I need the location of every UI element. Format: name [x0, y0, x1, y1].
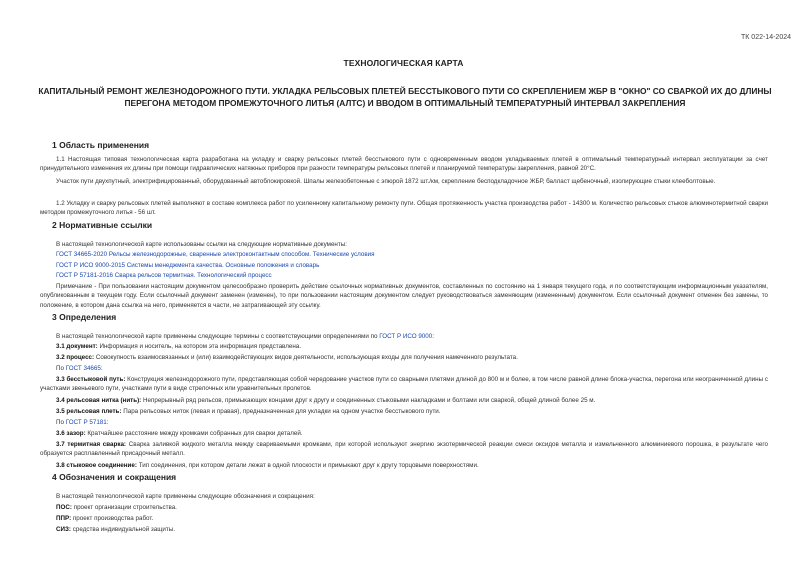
abbreviation: ППР:	[56, 515, 72, 522]
abbreviation-text: проект организации строительства.	[71, 504, 177, 511]
section-1-paragraph-2: Участок пути двухпутный, электрифицированный, оборудованный автоблокировкой. Шпалы железобетонные с эпюрой 1872 шт./км, скрепление бесподкладочное ЖБР, балласт щебеночный, изолирующие стыки клееболтовые.	[56, 178, 716, 185]
definition-text: Информация и носитель, на котором эта информация представлена.	[97, 343, 302, 350]
section-3-intro: В настоящей технологической карте применены следующие термины с соответствующими определениями по ГОСТ Р ИСО 9000:	[56, 333, 434, 340]
abbreviation-text: проект производства работ.	[71, 515, 154, 522]
section-3-heading: 3 Определения	[52, 312, 117, 322]
gost-r-57181-link[interactable]: ГОСТ Р 57181	[65, 419, 107, 426]
section-1-paragraph-3: 1.2 Укладку и сварку рельсовых плетей выполняют в составе комплекса работ по усиленному капитальному ремонту пути. Общая протяженность участка производства работ - 14300 м. Количество рельсовых стыков алюминотермитной сварки методом промежуточного литья - 56 шт.	[40, 200, 768, 217]
section-1-paragraph-1: 1.1 Настоящая типовая технологическая карта разработана на укладку и сварку рельсовых плетей бесстыкового пути с одновременным вводом укладываемых плетей в оптимальный температурный интервал эксплуатации за счет принудительного изменения их длины при помощи гидравлических натяжных приборов при разности температуры рельсовых плетей и планируемой температуры закрепления, равной 20°С.	[40, 156, 768, 173]
gost-34665-link[interactable]: ГОСТ 34665	[65, 365, 101, 372]
term: 3.2 процесс:	[56, 354, 95, 361]
term: 3.3 бесстыковой путь:	[56, 376, 126, 383]
abbreviation-siz	[56, 525, 175, 534]
definition-text: Совокупность взаимосвязанных и (или) взаимодействующих видов деятельности, использующая входы для получения намеченного результата.	[94, 354, 518, 361]
document-number: ТК 022-14-2024	[741, 34, 791, 41]
definition-3-5	[56, 407, 441, 416]
definition-text: Кратчайшее расстояние между кромками собранных для сварки деталей.	[85, 430, 303, 437]
section-1-heading: 1 Область применения	[52, 140, 150, 150]
source-prefix: По	[56, 365, 64, 372]
definition-3-3	[40, 375, 768, 394]
reference-link-3[interactable]: ГОСТ Р 57181-2016 Сварка рельсов термитная. Технологический процесс	[56, 272, 272, 279]
abbreviation-pos	[56, 503, 177, 512]
gost-iso-9000-link[interactable]: ГОСТ Р ИСО 9000	[379, 333, 433, 340]
term: 3.4 рельсовая нитка (нить):	[56, 397, 142, 404]
document-subtitle: КАПИТАЛЬНЫЙ РЕМОНТ ЖЕЛЕЗНОДОРОЖНОГО ПУТИ. УКЛАДКА РЕЛЬСОВЫХ ПЛЕТЕЙ БЕССТЫКОВОГО ПУТИ СО СКРЕПЛЕНИЕМ ЖБР В "ОКНО" СО СВАРКОЙ ИХ ДО ДЛИНЫ ПЕРЕГОНА МЕТОДОМ ПРОМЕЖУТОЧНОГО ЛИТЬЯ (АЛТС) И ВВОДОМ В ОПТИМАЛЬНЫЙ ТЕМПЕРАТУРНЫЙ ИНТЕРВАЛ ЗАКРЕПЛЕНИЯ	[38, 86, 772, 108]
source-line-2: По ГОСТ Р 57181:	[56, 419, 109, 426]
definition-3-4	[56, 396, 595, 405]
definition-3-1	[56, 342, 301, 351]
abbreviation: СИЗ:	[56, 526, 72, 533]
section-4-intro: В настоящей технологической карте применены следующие обозначения и сокращения:	[56, 493, 315, 500]
abbreviation: ПОС:	[56, 504, 72, 511]
definition-3-2	[56, 353, 518, 362]
term: 3.8 стыковое соединение:	[56, 462, 137, 469]
reference-link-2[interactable]: ГОСТ Р ИСО 9000-2015 Системы менеджмента качества. Основные положения и словарь	[56, 262, 320, 269]
term: 3.7 термитная сварка:	[56, 441, 127, 448]
abbreviation-text: средства индивидуальной защиты.	[71, 526, 175, 533]
section-2-intro: В настоящей технологической карте использованы ссылки на следующие нормативные документы:	[56, 241, 347, 248]
section-3-intro-text: В настоящей технологической карте применены следующие термины с соответствующими определениями по	[56, 333, 378, 340]
term: 3.6 зазор:	[56, 430, 86, 437]
definition-text: Сварка заливкой жидкого металла между свариваемыми кромками, при которой используют энергию экзотермической реакции смеси оксидов металла и измельченного алюминиевого порошка, в результате чего образуется расплавленный присадочный металл.	[40, 441, 768, 458]
definition-3-8	[56, 461, 479, 470]
definition-text: Конструкция железнодорожного пути, представляющая собой чередование участков пути со сварными плетями длиной до 800 м и более, в том числе равной длине блока-участка, перегона или неограниченной длины с участками звеньевого пути, участками пути в виде стрелочных или уравнительных пролетов.	[40, 376, 768, 393]
source-prefix: По	[56, 419, 64, 426]
definition-3-6	[56, 429, 303, 438]
definition-3-7	[40, 440, 768, 459]
source-line-1: По ГОСТ 34665:	[56, 365, 103, 372]
page-title: ТЕХНОЛОГИЧЕСКАЯ КАРТА	[343, 58, 464, 68]
definition-text: Тип соединения, при котором детали лежат в одной плоскости и примыкают друг к другу торцовыми поверхностями.	[136, 462, 479, 469]
definition-text: Непрерывный ряд рельсов, примыкающих концами друг к другу и соединенных стыковыми накладками и болтами или сваркой, общей длиной более 25 м.	[141, 397, 596, 404]
section-2-note: Примечание - При пользовании настоящим документом целесообразно проверить действие ссылочных нормативных документов, составленных по состоянию на 1 января текущего года, и по соответствующим информационным указателям, опубликованным в текущем году. Если ссылочный документ заменен (изменен), то при пользовании настоящим документом следует руководствоваться заменяющим (измененным) документом. Если ссылочный документ отменен без замены, то положение, в котором дана ссылка на него, применяется в части, не затрагивающей эту ссылку.	[40, 283, 768, 309]
term: 3.1 документ:	[56, 343, 98, 350]
section-2-heading: 2 Нормативные ссылки	[52, 220, 153, 230]
term: 3.5 рельсовая плеть:	[56, 408, 122, 415]
definition-text: Пара рельсовых ниток (левая и правая), предназначенная для укладки на одном участке бесстыкового пути.	[121, 408, 441, 415]
reference-link-1[interactable]: ГОСТ 34665-2020 Рельсы железнодорожные, сваренные электроконтактным способом. Технические условия	[56, 251, 375, 258]
abbreviation-ppr	[56, 514, 153, 523]
section-4-heading: 4 Обозначения и сокращения	[52, 472, 177, 482]
